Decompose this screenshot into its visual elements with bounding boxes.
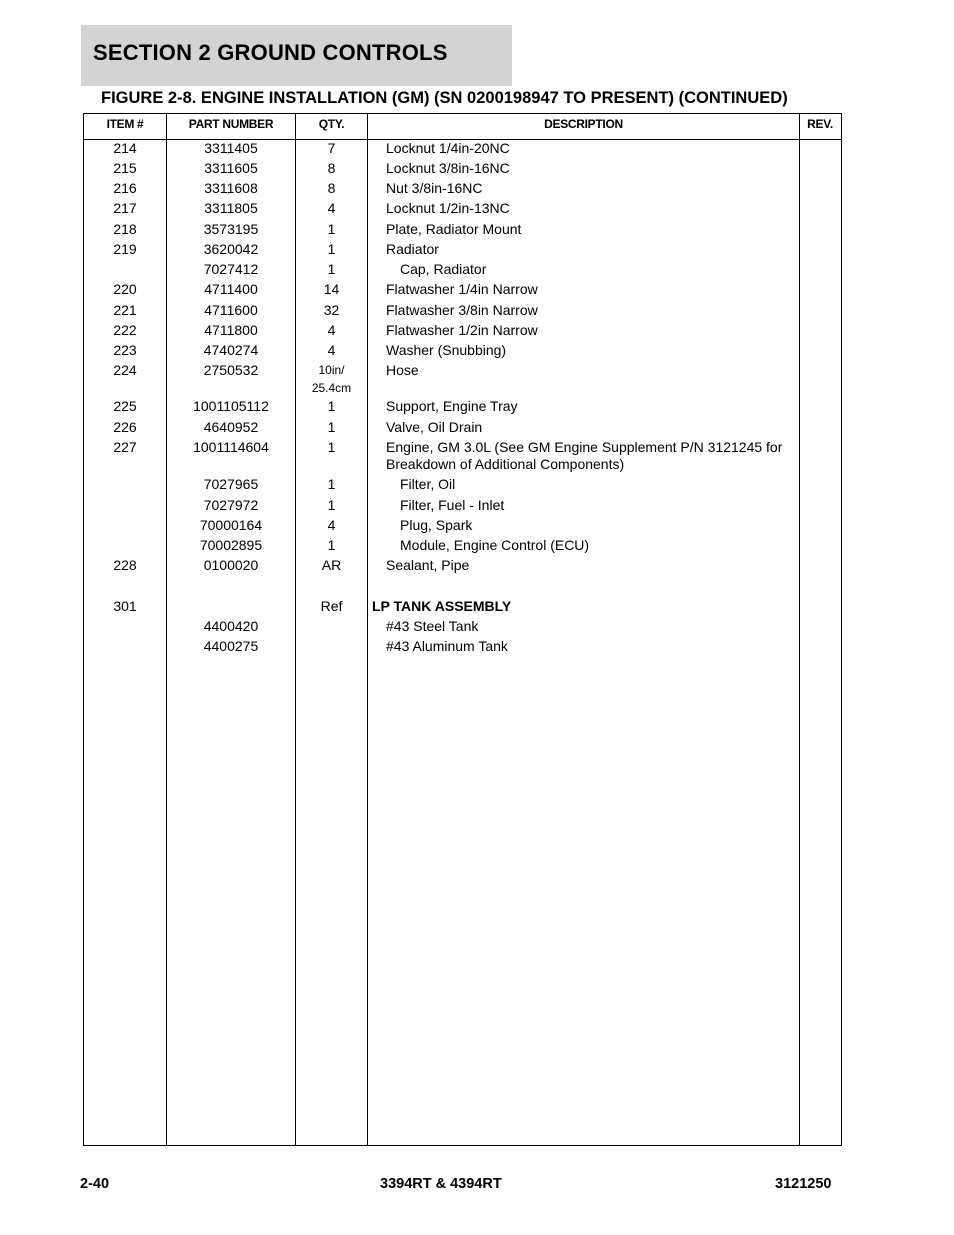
description: #43 Steel Tank (386, 618, 479, 634)
part-number: 70000164 (199, 517, 263, 533)
description: Sealant, Pipe (386, 557, 470, 573)
item-number: 227 (113, 439, 137, 455)
description: Module, Engine Control (ECU) (400, 537, 590, 553)
quantity: 8 (327, 180, 336, 196)
item-number: 214 (113, 140, 137, 156)
description: Nut 3/8in-16NC (386, 180, 483, 196)
description: Washer (Snubbing) (386, 342, 507, 358)
assembly-heading: LP TANK ASSEMBLY (372, 598, 512, 614)
part-number: 3311608 (204, 180, 258, 196)
figure-title: FIGURE 2-8. ENGINE INSTALLATION (GM) (SN 0200198947 TO PRESENT) (CONTINUED) (101, 89, 788, 107)
part-number: 1001105112 (193, 398, 269, 414)
header-part-number: PART NUMBER (188, 117, 274, 131)
quantity: 1 (327, 419, 336, 435)
description: Support, Engine Tray (386, 398, 518, 414)
quantity: 1 (327, 221, 336, 237)
quantity: 1 (327, 537, 336, 553)
description: Locknut 3/8in-16NC (386, 160, 510, 176)
section-title: SECTION 2 GROUND CONTROLS (93, 40, 448, 65)
part-number: 3311605 (204, 160, 258, 176)
quantity: 14 (323, 281, 340, 297)
part-number: 4400275 (203, 638, 259, 654)
description: Engine, GM 3.0L (See GM Engine Supplement P/N 3121245 for Breakdown of Additional Components) (386, 439, 783, 472)
part-number: 4740274 (203, 342, 259, 358)
quantity: 4 (327, 342, 336, 358)
quantity: 4 (327, 322, 336, 338)
part-number: 4711800 (204, 322, 258, 338)
quantity: 7 (327, 140, 336, 156)
description: #43 Aluminum Tank (386, 638, 508, 654)
quantity: 1 (327, 497, 336, 513)
description: Flatwasher 1/4in Narrow (386, 281, 538, 297)
description: Cap, Radiator (400, 261, 487, 277)
item-number: 223 (113, 342, 137, 358)
description: Plate, Radiator Mount (386, 221, 522, 237)
page-number: 2-40 (80, 1176, 110, 1192)
description: Hose (386, 362, 419, 378)
quantity: 8 (327, 160, 336, 176)
column-divider (367, 113, 368, 1145)
quantity: 1 (327, 261, 336, 277)
description: Locknut 1/4in-20NC (386, 140, 510, 156)
description: Radiator (386, 241, 439, 257)
description: Flatwasher 3/8in Narrow (386, 302, 538, 318)
part-number: 4711400 (204, 281, 258, 297)
item-number: 222 (113, 322, 137, 338)
quantity: 32 (323, 302, 340, 318)
item-number: 224 (113, 362, 137, 378)
part-number: 7027972 (203, 497, 259, 513)
description: Filter, Oil (400, 476, 456, 492)
header-rev: REV. (807, 117, 833, 131)
part-number: 0100020 (203, 557, 259, 573)
quantity: 4 (327, 200, 336, 216)
quantity: 1 (327, 398, 336, 414)
model-number: 3394RT & 4394RT (380, 1176, 502, 1192)
part-number: 3620042 (203, 241, 259, 257)
part-number: 3311805 (204, 200, 258, 216)
quantity: AR (321, 557, 342, 573)
item-number: 225 (113, 398, 137, 414)
quantity: Ref (320, 598, 343, 614)
header-item: ITEM # (106, 117, 144, 131)
part-number: 7027412 (203, 261, 259, 277)
description: Plug, Spark (400, 517, 473, 533)
quantity: 1 (327, 241, 336, 257)
description: Valve, Oil Drain (386, 419, 483, 435)
item-number: 220 (113, 281, 137, 297)
part-number: 7027965 (203, 476, 259, 492)
header-qty: QTY. (318, 117, 345, 131)
quantity: 1 (327, 439, 336, 455)
item-number: 221 (113, 302, 137, 318)
quantity: 10in/ (318, 363, 345, 377)
part-number: 4400420 (203, 618, 259, 634)
part-number: 4711600 (204, 302, 258, 318)
item-number: 226 (113, 419, 137, 435)
part-number: 4640952 (203, 419, 259, 435)
part-number: 3311405 (204, 140, 258, 156)
header-description: DESCRIPTION (544, 117, 623, 131)
item-number: 217 (113, 200, 137, 216)
description: Filter, Fuel - Inlet (400, 497, 505, 513)
part-number: 70002895 (199, 537, 263, 553)
item-number: 228 (113, 557, 137, 573)
description: Flatwasher 1/2in Narrow (386, 322, 538, 338)
document-number: 3121250 (775, 1176, 832, 1192)
quantity: 4 (327, 517, 336, 533)
part-number: 2750532 (203, 362, 259, 378)
item-number: 218 (113, 221, 137, 237)
part-number: 1001114604 (193, 439, 269, 455)
quantity-metric: 25.4cm (311, 381, 352, 395)
quantity: 1 (327, 476, 336, 492)
item-number: 216 (113, 180, 137, 196)
item-number: 301 (113, 598, 137, 614)
item-number: 215 (113, 160, 137, 176)
item-number: 219 (113, 241, 137, 257)
description: Locknut 1/2in-13NC (386, 200, 510, 216)
part-number: 3573195 (203, 221, 259, 237)
